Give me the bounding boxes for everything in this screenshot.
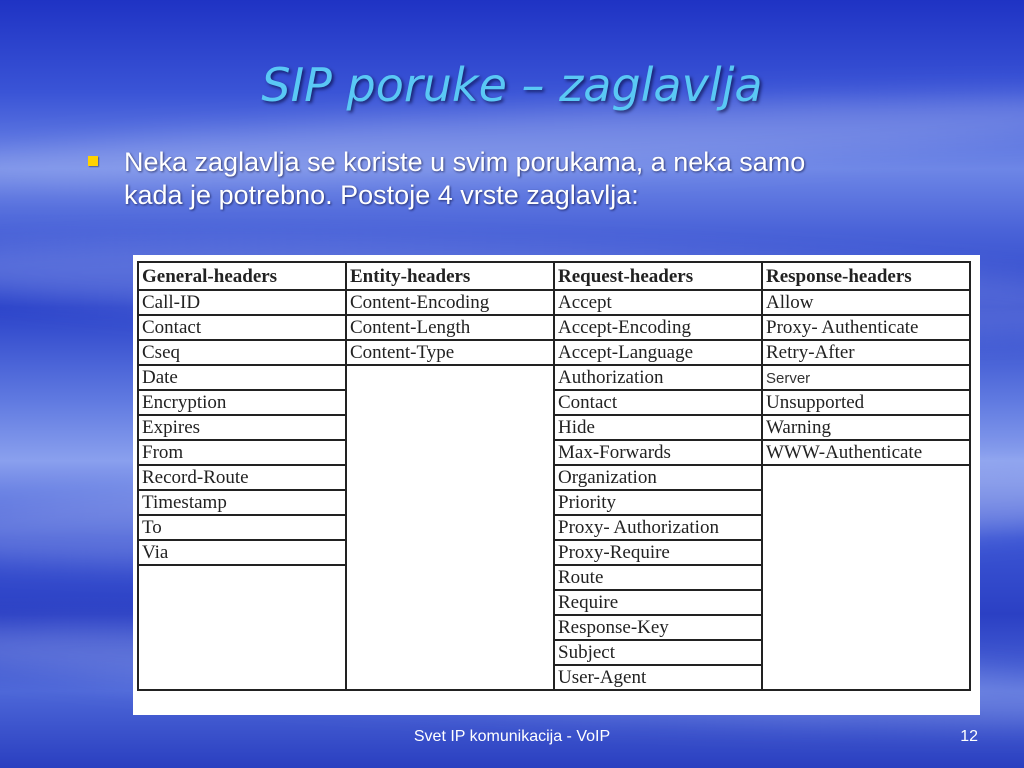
table-row bbox=[138, 565, 970, 590]
request-header-cell: Proxy-Require bbox=[554, 540, 762, 565]
bullet-line-1: Neka zaglavlja se koriste u svim porukama, a neka samo bbox=[124, 147, 806, 177]
empty-cell bbox=[762, 615, 970, 640]
request-header-cell: Accept-Encoding bbox=[554, 315, 762, 340]
empty-cell bbox=[762, 490, 970, 515]
entity-header-cell: Content-Type bbox=[346, 340, 554, 365]
empty-cell bbox=[346, 665, 554, 690]
empty-cell bbox=[346, 590, 554, 615]
response-header-cell: Server bbox=[762, 365, 970, 390]
page-number: 12 bbox=[960, 728, 978, 745]
empty-cell bbox=[762, 590, 970, 615]
entity-header-cell: Content-Encoding bbox=[346, 290, 554, 315]
table-row bbox=[138, 440, 970, 465]
table-row bbox=[138, 590, 970, 615]
response-header-cell: Unsupported bbox=[762, 390, 970, 415]
request-header-cell: Contact bbox=[554, 390, 762, 415]
empty-cell bbox=[762, 540, 970, 565]
empty-cell bbox=[346, 490, 554, 515]
empty-cell bbox=[346, 390, 554, 415]
request-header-cell: Subject bbox=[554, 640, 762, 665]
bullet-text bbox=[124, 146, 805, 212]
headers-table-image bbox=[133, 255, 980, 715]
footer-text: Svet IP komunikacija - VoIP bbox=[413, 728, 611, 745]
response-header-cell: Allow bbox=[762, 290, 970, 315]
request-header-cell: User-Agent bbox=[554, 665, 762, 690]
empty-cell bbox=[138, 640, 346, 665]
empty-cell bbox=[138, 615, 346, 640]
request-header-cell: Max-Forwards bbox=[554, 440, 762, 465]
empty-cell bbox=[138, 590, 346, 615]
request-header-cell: Response-Key bbox=[554, 615, 762, 640]
table-row bbox=[138, 665, 970, 690]
general-header-cell: Via bbox=[138, 540, 346, 565]
empty-cell bbox=[346, 540, 554, 565]
empty-cell bbox=[346, 440, 554, 465]
table-row bbox=[138, 365, 970, 390]
table-row bbox=[138, 490, 970, 515]
request-header-cell: Route bbox=[554, 565, 762, 590]
slide-title: SIP poruke – zaglavlja bbox=[261, 58, 763, 112]
request-header-cell: Organization bbox=[554, 465, 762, 490]
empty-cell bbox=[762, 665, 970, 690]
entity-header-cell: Content-Length bbox=[346, 315, 554, 340]
general-header-cell: Call-ID bbox=[138, 290, 346, 315]
empty-cell bbox=[762, 515, 970, 540]
column-header-request: Request-headers bbox=[554, 262, 762, 290]
column-header-entity: Entity-headers bbox=[346, 262, 554, 290]
table-row bbox=[138, 465, 970, 490]
table-row bbox=[138, 540, 970, 565]
general-header-cell: Encryption bbox=[138, 390, 346, 415]
general-header-cell: Timestamp bbox=[138, 490, 346, 515]
table-row bbox=[138, 415, 970, 440]
general-header-cell: Expires bbox=[138, 415, 346, 440]
empty-cell bbox=[346, 415, 554, 440]
empty-cell bbox=[346, 565, 554, 590]
request-header-cell: Priority bbox=[554, 490, 762, 515]
request-header-cell: Require bbox=[554, 590, 762, 615]
request-header-cell: Accept bbox=[554, 290, 762, 315]
empty-cell bbox=[346, 515, 554, 540]
empty-cell bbox=[762, 565, 970, 590]
headers-table bbox=[137, 261, 971, 691]
empty-cell bbox=[138, 565, 346, 590]
table-row bbox=[138, 515, 970, 540]
table-row bbox=[138, 315, 970, 340]
general-header-cell: To bbox=[138, 515, 346, 540]
general-header-cell: Contact bbox=[138, 315, 346, 340]
column-header-response: Response-headers bbox=[762, 262, 970, 290]
empty-cell bbox=[762, 640, 970, 665]
table-row bbox=[138, 615, 970, 640]
request-header-cell: Accept-Language bbox=[554, 340, 762, 365]
bullet-item bbox=[88, 146, 998, 212]
request-header-cell: Hide bbox=[554, 415, 762, 440]
table-row bbox=[138, 340, 970, 365]
table-row bbox=[138, 640, 970, 665]
bullet-line-2: kada je potrebno. Postoje 4 vrste zaglavlja: bbox=[124, 180, 639, 210]
response-header-cell: WWW-Authenticate bbox=[762, 440, 970, 465]
general-header-cell: Record-Route bbox=[138, 465, 346, 490]
table-header-row bbox=[138, 262, 970, 290]
empty-cell bbox=[346, 615, 554, 640]
general-header-cell: From bbox=[138, 440, 346, 465]
request-header-cell: Proxy- Authorization bbox=[554, 515, 762, 540]
response-header-cell: Proxy- Authenticate bbox=[762, 315, 970, 340]
table-row bbox=[138, 290, 970, 315]
general-header-cell: Cseq bbox=[138, 340, 346, 365]
response-header-cell: Retry-After bbox=[762, 340, 970, 365]
empty-cell bbox=[346, 465, 554, 490]
request-header-cell: Authorization bbox=[554, 365, 762, 390]
empty-cell bbox=[762, 465, 970, 490]
square-bullet-icon bbox=[88, 156, 98, 166]
column-header-general: General-headers bbox=[138, 262, 346, 290]
table-row bbox=[138, 390, 970, 415]
empty-cell bbox=[138, 665, 346, 690]
empty-cell bbox=[346, 640, 554, 665]
response-header-cell: Warning bbox=[762, 415, 970, 440]
empty-cell bbox=[346, 365, 554, 390]
general-header-cell: Date bbox=[138, 365, 346, 390]
